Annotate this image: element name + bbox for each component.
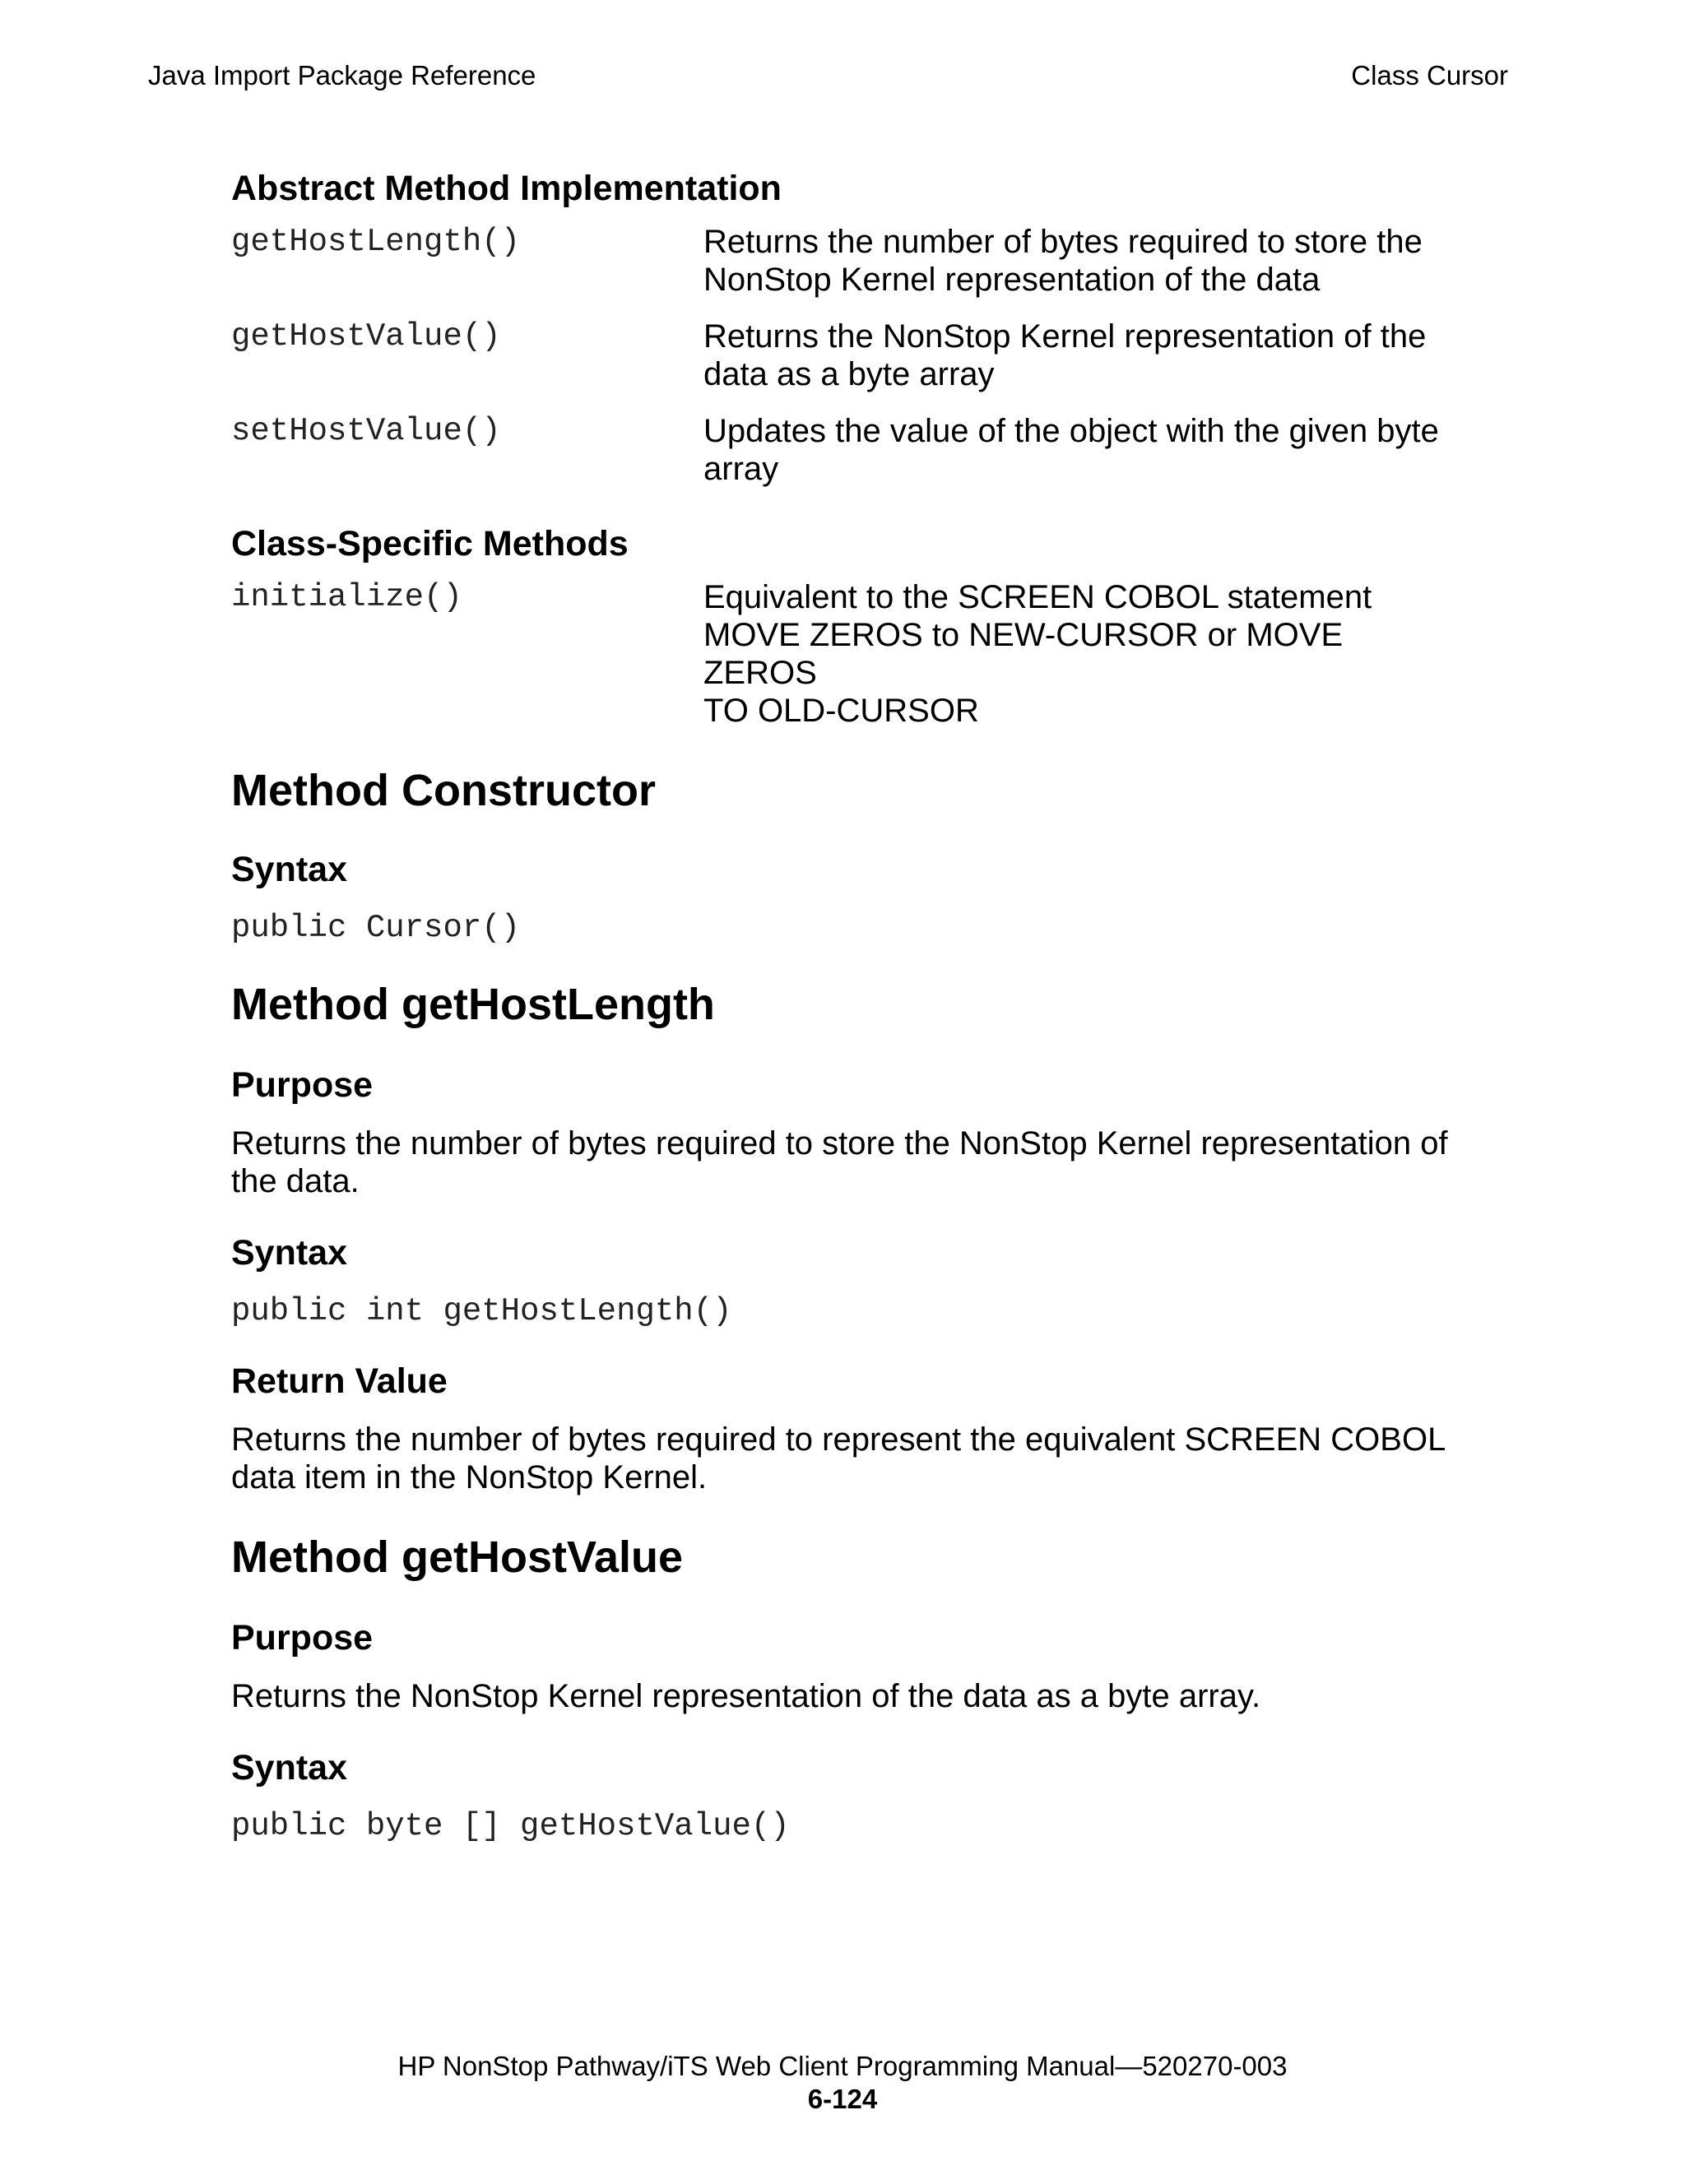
method-row-gethostvalue (231, 318, 1465, 393)
method-name: initialize() (231, 579, 462, 615)
purpose-text: Returns the NonStop Kernel representation of the data as a byte array. (231, 1678, 1261, 1714)
return-value-heading: Return Value (231, 1361, 448, 1401)
manual-title: HP NonStop Pathway/iTS Web Client Programming Manual—520270-003 (397, 2051, 1288, 2081)
header-left-title: Java Import Package Reference (148, 60, 536, 90)
syntax-code: public Cursor() (231, 910, 521, 946)
abstract-methods-heading: Abstract Method Implementation (231, 169, 782, 208)
method-description (703, 223, 1452, 299)
syntax-code: public int getHostLength() (231, 1293, 732, 1329)
return-value-text (231, 1421, 1465, 1496)
section-title-gethostlength: Method getHostLength (231, 980, 715, 1029)
method-description (703, 318, 1452, 393)
desc-line: TO OLD-CURSOR (703, 693, 979, 729)
return-line: Returns the number of bytes required to represent the equivalent SCREEN COBOL (231, 1421, 1446, 1458)
desc-line: data as a byte array (703, 356, 995, 392)
class-specific-methods-heading: Class-Specific Methods (231, 524, 629, 563)
desc-line: Updates the value of the object with the given byte (703, 413, 1439, 449)
page-footer (0, 2050, 1685, 2116)
method-name: getHostLength() (231, 224, 521, 260)
section-title-gethostvalue: Method getHostValue (231, 1533, 684, 1582)
method-row-initialize (231, 578, 1465, 730)
desc-line: Returns the NonStop Kernel representation of the (703, 318, 1427, 355)
method-row-sethostvalue (231, 412, 1465, 488)
section-title-constructor: Method Constructor (231, 766, 656, 815)
purpose-line: Returns the number of bytes required to store the NonStop Kernel representation of (231, 1125, 1448, 1162)
desc-line: Equivalent to the SCREEN COBOL statement (703, 579, 1372, 615)
method-name: setHostValue() (231, 413, 501, 449)
syntax-heading: Syntax (231, 850, 348, 889)
purpose-line: the data. (231, 1163, 360, 1199)
header-right-title: Class Cursor (1351, 60, 1508, 90)
running-header (148, 59, 1508, 92)
method-description (703, 578, 1452, 730)
desc-line: NonStop Kernel representation of the data (703, 262, 1321, 298)
method-row-gethostlength (231, 223, 1465, 299)
purpose-heading: Purpose (231, 1618, 374, 1658)
syntax-heading: Syntax (231, 1233, 348, 1273)
method-name: getHostValue() (231, 318, 501, 355)
method-description (703, 412, 1452, 488)
purpose-heading: Purpose (231, 1065, 374, 1105)
page-number: 6-124 (807, 2084, 878, 2114)
return-line: data item in the NonStop Kernel. (231, 1459, 708, 1495)
desc-line: Returns the number of bytes required to store the (703, 224, 1423, 260)
page-content (231, 167, 1465, 1845)
desc-line: array (703, 451, 779, 487)
desc-line: MOVE ZEROS to NEW-CURSOR or MOVE ZEROS (703, 617, 1344, 691)
syntax-code: public byte [] getHostValue() (231, 1808, 790, 1844)
syntax-heading: Syntax (231, 1748, 348, 1788)
purpose-text (231, 1124, 1465, 1200)
